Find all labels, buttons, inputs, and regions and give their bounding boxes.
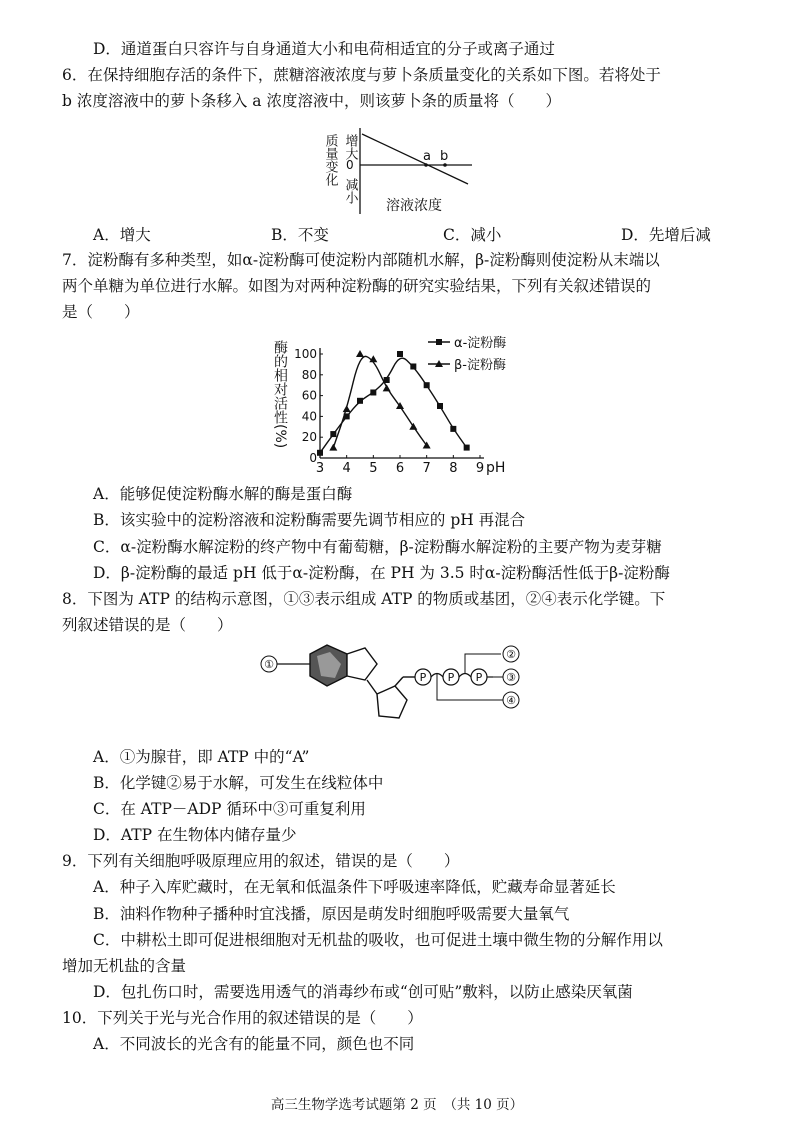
- alpha-point: [397, 351, 403, 357]
- q6-stem-line1: 6．在保持细胞存活的条件下，蔗糖溶液浓度与萝卜条质量变化的关系如下图。若将处于: [62, 66, 661, 84]
- beta-point: [343, 405, 351, 412]
- glycosidic-bond: [367, 680, 377, 694]
- series-line-0: [320, 358, 467, 453]
- q8-stem-line2: 列叙述错误的是（ ）: [62, 616, 233, 634]
- beta-point: [329, 444, 337, 451]
- chart-y-tick-label: 100: [294, 347, 317, 361]
- q6-xlabel: 溶液浓度: [386, 198, 442, 214]
- legend-marker-square: [436, 339, 442, 345]
- chart-x-tick-label: 3: [315, 461, 325, 476]
- q5-option-d: D．通道蛋白只容许与自身通道大小和电荷相适宜的分子或离子通过: [93, 40, 555, 58]
- legend-label-1: β-淀粉酶: [454, 358, 506, 373]
- chart-x-tick-label: 5: [369, 461, 378, 476]
- svg-text:P: P: [475, 671, 483, 684]
- chart-x-tick-label: 4: [342, 461, 351, 476]
- chart-x-tick-label: 6: [395, 461, 405, 476]
- chart-xlabel: pH: [486, 460, 506, 476]
- chart-y-tick-label: 20: [301, 430, 317, 445]
- q6-option-c: C．减小: [443, 226, 502, 244]
- atp-label-4: ④: [506, 694, 516, 707]
- atp-label-2: ②: [506, 648, 516, 661]
- q8-option-b: B．化学键②易于水解，可发生在线粒体中: [93, 774, 384, 792]
- q9-stem: 9．下列有关细胞呼吸原理应用的叙述，错误的是（ ）: [62, 852, 460, 870]
- alpha-point: [424, 382, 430, 388]
- q10-option-a: A．不同波长的光含有的能量不同，颜色也不同: [93, 1035, 415, 1053]
- q7-option-b: B．该实验中的淀粉溶液和淀粉酶需要先调节相应的 pH 再混合: [93, 511, 526, 529]
- q6-option-b: B．不变: [271, 226, 329, 244]
- atp-label-3: ③: [506, 671, 516, 684]
- enzyme-activity-chart: [268, 330, 528, 480]
- chart-x-tick-label: 7: [422, 461, 431, 476]
- chart-x-tick-label: 9: [475, 461, 485, 476]
- q6-stem-line2: b 浓度溶液中的萝卜条移入 a 浓度溶液中，则该萝卜条的质量将（ ）: [62, 92, 561, 110]
- q9-option-c-line2: 增加无机盐的含量: [62, 957, 187, 975]
- chart-ylabel: 酶的相对活性(%): [272, 340, 288, 449]
- alpha-point: [437, 403, 443, 409]
- bond-2-link: [459, 674, 471, 678]
- q7-option-d: D．β-淀粉酶的最适 pH 低于α-淀粉酶，在 PH 为 3.5 时α-淀粉酶活性低于β-淀粉酶: [93, 564, 670, 582]
- q8-option-d: D．ATP 在生物体内储存量少: [93, 826, 297, 844]
- q6-option-d: D．先增后减: [621, 226, 711, 244]
- chart-y-tick-label: 0: [309, 451, 317, 465]
- alpha-point: [330, 431, 336, 437]
- phosphate-2: [443, 669, 459, 685]
- atp-label-1: ①: [264, 658, 274, 671]
- phosphate-1: [415, 669, 431, 685]
- q10-stem: 10．下列关于光与光合作用的叙述错误的是（ ）: [62, 1009, 423, 1027]
- q7-stem-line1: 7．淀粉酶有多种类型，如α-淀粉酶可使淀粉内部随机水解，β-淀粉酶则使淀粉从末端以: [62, 251, 660, 269]
- q6-y-zero: 0: [346, 158, 354, 172]
- alpha-point: [464, 445, 470, 451]
- q6-curve: [362, 134, 468, 184]
- ribose-phosphate-link: [395, 677, 403, 686]
- q7-option-c: C．α-淀粉酶水解淀粉的终产物中有葡萄糖，β-淀粉酶水解淀粉的主要产物为麦芽糖: [93, 538, 662, 556]
- adenine-base: [310, 645, 377, 686]
- alpha-point: [450, 426, 456, 432]
- atp-structure-figure: [255, 642, 535, 742]
- alpha-point: [370, 389, 376, 395]
- q9-option-c-line1: C．中耕松土即可促进根细胞对无机盐的吸收，也可促进土壤中微生物的分解作用以: [93, 931, 663, 949]
- q6-figure: [320, 124, 480, 216]
- ribose-ring: [377, 686, 407, 718]
- chart-y-tick-label: 40: [301, 409, 317, 424]
- beta-point: [409, 423, 417, 430]
- q8-stem-line1: 8．下图为 ATP 的结构示意图，①③表示组成 ATP 的物质或基团，②④表示化学键。下: [62, 590, 666, 608]
- chart-y-tick-label: 60: [301, 388, 317, 403]
- alpha-point: [357, 398, 363, 404]
- q6-option-a: A．增大: [93, 226, 151, 244]
- q6-y-down: 减小: [342, 178, 358, 204]
- q6-options: [93, 224, 711, 246]
- q7-option-a: A．能够促使淀粉酶水解的酶是蛋白酶: [93, 485, 353, 503]
- alpha-point: [410, 363, 416, 369]
- page-footer: 高三生物学选考试题第 2 页 （共 10 页）: [270, 1097, 524, 1113]
- q9-option-b: B．油料作物种子播种时宜浅播，原因是萌发时细胞呼吸需要大量氧气: [93, 905, 570, 923]
- chart-x-tick-label: 8: [449, 461, 458, 476]
- q9-option-a: A．种子入库贮藏时，在无氧和低温条件下呼吸速率降低，贮藏寿命显著延长: [93, 878, 616, 896]
- q7-stem-line2: 两个单糖为单位进行水解。如图为对两种淀粉酶的研究实验结果，下列有关叙述错误的: [62, 277, 652, 295]
- beta-point: [356, 350, 364, 357]
- chart-y-tick-label: 80: [301, 367, 317, 382]
- phosphate-3: [471, 669, 487, 685]
- q7-stem-line3: 是（ ）: [62, 303, 140, 321]
- q8-option-c: C．在 ATP－ADP 循环中③可重复利用: [93, 800, 366, 818]
- series-line-1: [333, 356, 426, 447]
- svg-text:P: P: [419, 671, 427, 684]
- alpha-point: [317, 450, 323, 456]
- q6-label-b: b: [440, 149, 449, 164]
- q6-y-up: 增大: [342, 134, 358, 160]
- q6-label-a: a: [423, 149, 431, 164]
- q8-option-a: A．①为腺苷，即 ATP 中的“A”: [93, 748, 310, 766]
- legend-label-0: α-淀粉酶: [454, 336, 507, 351]
- q9-option-d: D．包扎伤口时，需要选用透气的消毒纱布或“创可贴”敷料，以防止感染厌氧菌: [93, 983, 633, 1001]
- q6-ylabel: 质量变化: [322, 134, 338, 186]
- beta-point: [383, 384, 391, 391]
- svg-text:P: P: [447, 671, 455, 684]
